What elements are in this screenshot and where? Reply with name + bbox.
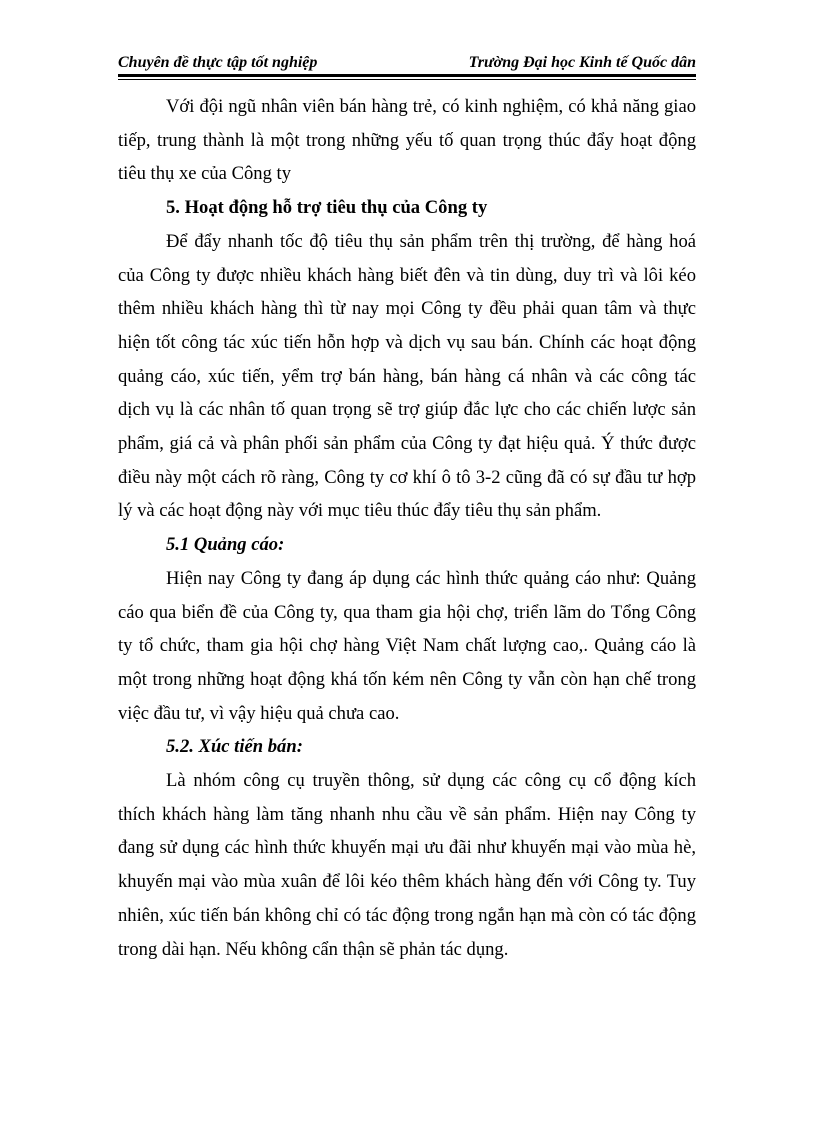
- header-rule-thin: [118, 79, 696, 80]
- header-university-name: Trường Đại học Kinh tế Quốc dân: [468, 54, 696, 71]
- paragraph-sales-promotion: Là nhóm công cụ truyền thông, sử dụng các công cụ cổ động kích thích khách hàng làm tăng nhanh nhu cầu về sản phẩm. Hiện nay Công ty đang sử dụng các hình thức khuyến mại ưu đãi như khuyến mại vào mùa hè, khuyến mại vào mùa xuân để lôi kéo thêm khách hàng đến với Công ty. Tuy nhiên, xúc tiến bán không chỉ có tác động trong ngắn hạn mà còn có tác động trong dài hạn. Nếu không cẩn thận sẽ phản tác dụng.: [118, 770, 696, 960]
- subsection-heading-5-2: 5.2. Xúc tiến bán:: [166, 736, 303, 758]
- header-rule-thick: [118, 74, 696, 77]
- paragraph-sales-support: Để đẩy nhanh tốc độ tiêu thụ sản phẩm trên thị trường, để hàng hoá của Công ty được nhiều khách hàng biết đên và tin dùng, duy trì và lôi kéo thêm nhiều khách hàng thì từ nay mọi Công ty đều phải quan tâm và thực hiện tốt công tác xúc tiến hỗn hợp và dịch vụ sau bán. Chính các hoạt động quảng cáo, xúc tiến, yểm trợ bán hàng, bán hàng cá nhân và các công tác dịch vụ là các nhân tố quan trọng sẽ trợ giúp đắc lực cho các chiến lược sản phẩm, giá cả và phân phối sản phẩm của Công ty đạt hiệu quả. Ý thức được điều này một cách rõ ràng, Công ty cơ khí ô tô 3-2 cũng đã có sự đầu tư hợp lý và các hoạt động này với mục tiêu thúc đẩy tiêu thụ sản phẩm.: [118, 230, 696, 522]
- paragraph-advertising: Hiện nay Công ty đang áp dụng các hình thức quảng cáo như: Quảng cáo qua biển đề của Công ty, qua tham gia hội chợ, triển lãm do Tổng Công ty tổ chức, tham gia hội chợ hàng Việt Nam chất lượng cao,. Quảng cáo là một trong những hoạt động khá tốn kém nên Công ty vẫn còn hạn chế trong việc đầu tư, vì vậy hiệu quả chưa cao.: [118, 567, 696, 724]
- page-header: [118, 52, 696, 78]
- subsection-heading-5-1: 5.1 Quảng cáo:: [166, 534, 285, 556]
- paragraph-sales-staff: Với đội ngũ nhân viên bán hàng trẻ, có kinh nghiệm, có khả năng giao tiếp, trung thành là một trong những yếu tố quan trọng thúc đẩy hoạt động tiêu thụ xe của Công ty: [118, 96, 696, 185]
- document-body: [118, 90, 696, 966]
- section-heading-5: 5. Hoạt động hỗ trợ tiêu thụ của Công ty: [166, 197, 488, 219]
- header-document-title: Chuyên đề thực tập tốt nghiệp: [118, 54, 318, 71]
